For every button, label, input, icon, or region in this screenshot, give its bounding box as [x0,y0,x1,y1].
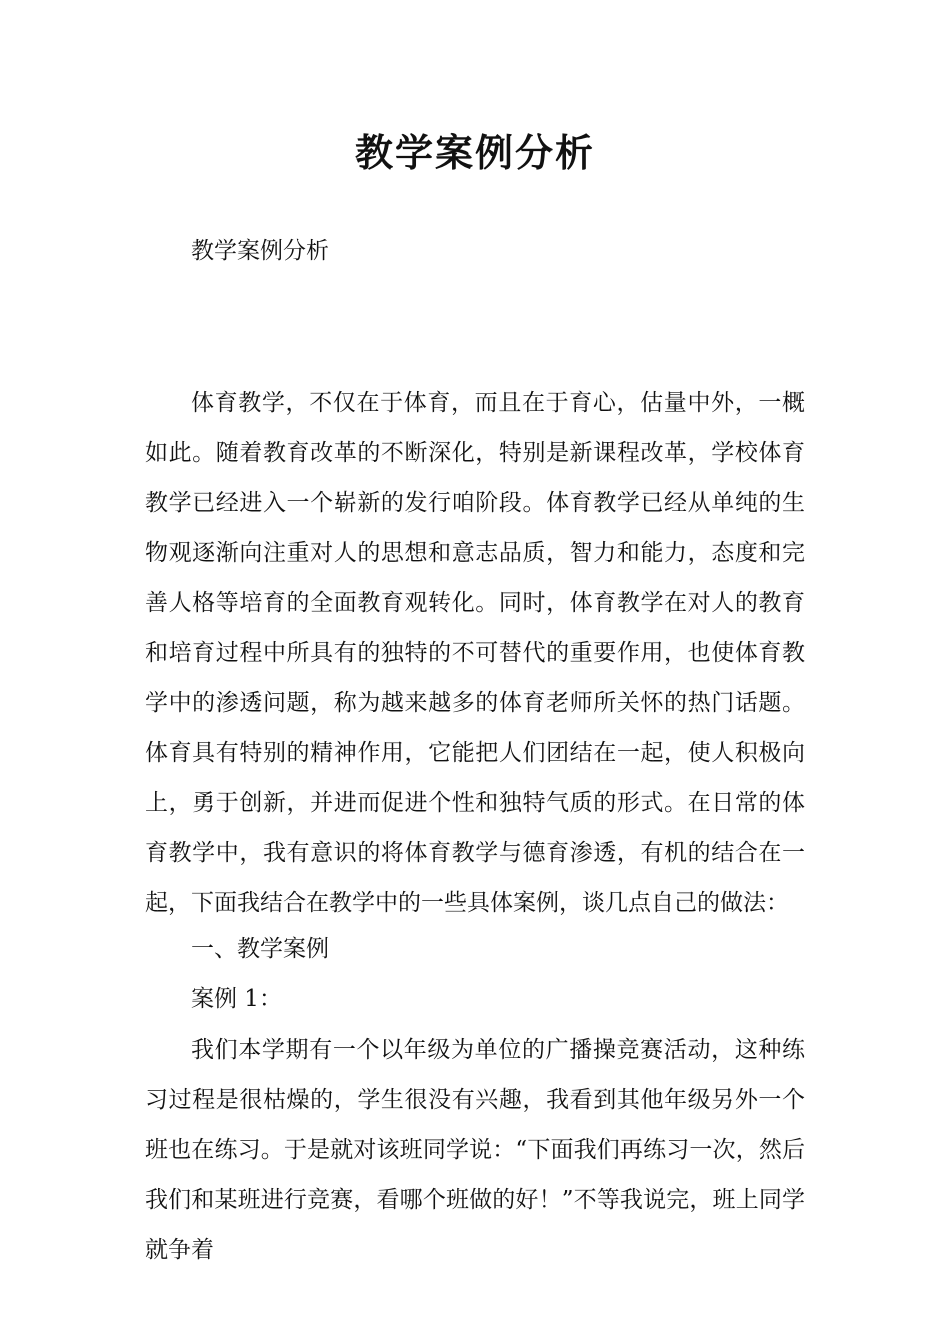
intro-paragraph: 体育教学，不仅在于体育，而且在于育心，估量中外，一概如此。随着教育改革的不断深化，特别是新课程改革，学校体育教学已经进入一个崭新的发行咱阶段。体育教学已经从单纯的生物观逐渐向注重对人的思想和意志品质，智力和能力，态度和完善人格等培育的全面教育观转化。同时，体育教学在对人的教育和培育过程中所具有的独特的不可替代的重要作用，也使体育教学中的渗透问题，称为越来越多的体育老师所关怀的热门话题。体育具有特别的精神作用，它能把人们团结在一起，使人积极向上，勇于创新，并进而促进个性和独特气质的形式。在日常的体育教学中，我有意识的将体育教学与德育渗透，有机的结合在一起，下面我结合在教学中的一些具体案例，谈几点自己的做法： [145,390,805,916]
document-title: 教学案例分析 [354,131,595,175]
case-label: 案例 1： [191,986,282,1012]
section-heading: 一、教学案例 [191,936,329,962]
document-subtitle: 教学案例分析 [191,238,329,264]
case-paragraph: 我们本学期有一个以年级为单位的广播操竞赛活动，这种练习过程是很枯燥的，学生很没有兴趣，我看到其他年级另外一个班也在练习。于是就对该班同学说：“下面我们再练习一次，然后我们和某班进行竞赛，看哪个班做的好！”不等我说完，班上同学就争着 [145,1037,805,1263]
